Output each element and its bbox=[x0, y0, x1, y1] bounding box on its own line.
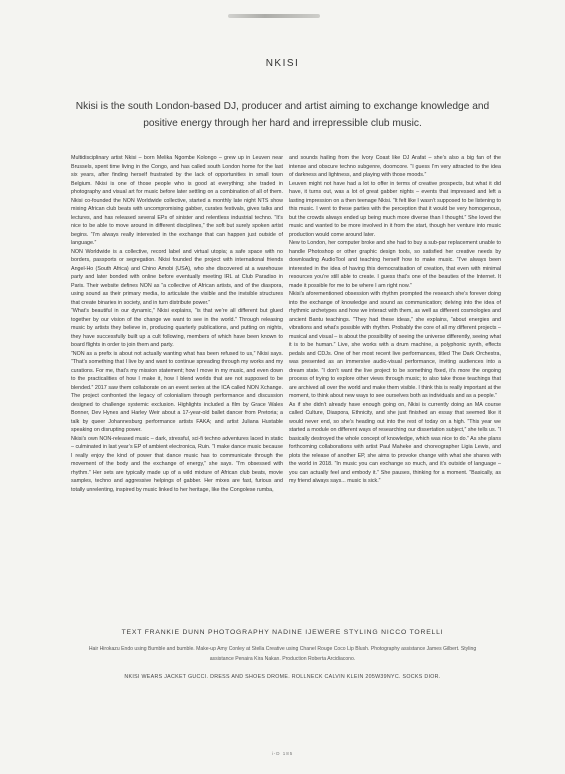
scan-mark bbox=[228, 14, 320, 18]
credits-clothes: NKISI WEARS JACKET GUCCI. DRESS AND SHOES DROME. ROLLNECK CALVIN KLEIN 205W39NYC. SOCKS DIOR. bbox=[124, 674, 441, 680]
intro-standfirst: Nkisi is the south London-based DJ, producer and artist aiming to exchange knowledge and positive energy through her hard and irrepressible club music. bbox=[75, 101, 490, 129]
article-column-right bbox=[289, 154, 501, 486]
paragraph: Nkisi’s own NON-released music – dark, stressful, sci-fi techno adventures laced in static – culminated in last year’s EP of ambient electronica, Ruin. “I make dance music because I really enjoy the kind of power that dance music has to communicate through the movement of the body and the exchange of energy,” she says. “I’m obsessed with rhythm.” Her sets are typically made up of a wild mixture of African club beats, movie samples, techno and aggressive helpings of gabber. Her mixes are fast, furious and totally unrelenting, inspired by music linked to her heritage, like the Congolese rumba, bbox=[71, 435, 283, 493]
paragraph: NON Worldwide is a collective, record label and virtual utopia; a safe space with no borders, passports or segregation. Nkisi founded the project with international friends Angel-Ho (South Africa) and Chino Amobi (USA), who she discovered at a warehouse party and later bonded with online before eventually meeting IRL at Club Paradiso in Paris. Their website defines NON as “a collective of African artists, and of the diaspora, using sound as their primary media, to articulate the visible and the invisible structures that create binaries in society, and in turn distribute power.” bbox=[71, 248, 283, 306]
paragraph: Multidisciplinary artist Nkisi – born Melika Ngombe Kolongo – grew up in Leuven near Brussels, spent time living in the Congo, and has called south London home for the last six years, after finding herself frustrated by the lack of opportunities in small town Belgium. Nkisi is one of those people who is good at everything; she traded in photography and visual art for music before later settling on a combination of all of them. Nkisi co-founded the NON Worldwide collective, started a monthly late night NTS show mixing African club beats with uncompromising gabber, curates festivals, gives talks and lectures, and has released several EPs of sinister and relentless industrial techno. “It’s nice to be able to move around in different disciplines,” the soft but surely spoken artist begins. “I’m always really interested in the exchange that can happen just outside of language.” bbox=[71, 155, 283, 246]
article-column-left bbox=[71, 154, 283, 494]
paragraph: and sounds hailing from the Ivory Coast like DJ Arafat – she’s also a big fan of the intense and obscure techno subgenre, doomcore. “I guess I’m very attracted to the idea of darkness and lightness, and playing with those moods.” bbox=[289, 155, 501, 178]
paragraph: “What’s beautiful in our dynamic,” Nkisi explains, “is that we’re all different but glued together by our vision of the change we want to see in the world.” Through releasing music by artists they believe in, producing quarterly publications, and putting on nights, they have successfully built up a cult following, members of which have been known to board flights in order to join them and party. bbox=[71, 308, 283, 348]
paragraph: Leuven might not have had a lot to offer in terms of creative prospects, but what it did have, it turns out, was a lot of great gabber nights – events that impressed and left a lasting impression on a then teenage Nkisi. “It felt like I wasn’t supposed to be listening to this music. I went to these parties with the perception that it would be very homogenous, but the crowds always ended up being much more diverse than I thought.” She loved the music and wanted to be more involved in it from the start, though her venture into music production would come around later. bbox=[289, 180, 501, 238]
credits-sub: Hair Hirokazu Endo using Bumble and bumble. Make-up Amy Conley at Stella Creative using Chanel Rouge Coco Lip Blush. Photography assistance James Gilbert. Styling assistance Penaira Kira Nakan. Production Roberta Arcidiacono. bbox=[88, 646, 477, 662]
page-title: NKISI bbox=[265, 58, 300, 69]
credits-main: TEXT FRANKIE DUNN PHOTOGRAPHY NADINE IJEWERE STYLING NICCO TORELLI bbox=[121, 629, 444, 636]
paragraph: “NON as a prefix is about not actually wanting what has been refused to us,” Nkisi says. “That’s something that I live by and want to continue spreading through my works and my curations. For me, that’s my mission statement; how I move in my music, and even down to the practicalities of how I make it, how I blend worlds that are not supposed to be blended.” 2017 saw them collaborate on an event series at the ICA called NON Xchange. The project confronted the legacy of colonialism through performance and discussion designed to challenge systemic exclusion. Highlights included a film by Grace Wales Bonner, Dev Hynes and Harley Weir about a 17-year-old ballet dancer from Pretoria; a talk by queer Johannesburg performance artists FAKA; and artist Juliana Huxtable speaking on disrupting power. bbox=[71, 350, 283, 433]
paragraph: New to London, her computer broke and she had to buy a sub-par replacement unable to handle Photoshop or other graphic design tools, so satisfied her creative needs by downloading AudioTool and teaching herself how to make music. “I’ve always been interested in the idea of having this democratisation of creation, that even with minimal resources you’re still able to create. I guess that’s one of the beauties of the Internet. It made it possible for me to be where I am right now.” bbox=[289, 240, 501, 289]
page-folio: i-D 185 bbox=[271, 751, 294, 756]
paragraph: Nkisi’s aforementioned obsession with rhythm prompted the research she’s forever doing into the exchange of knowledge and sound as communication; delving into the idea of rhythmic archetypes and how we interact with them, as well as different cosmologies and ancient Bantu teachings. “They had these ideas,” she explains, “about energies and vibrations and what’s possible with rhythm. Probably the core of all my different projects – musical and visual – is about the possibility of seeing the universe differently, seeing what it is to be human.” Live, she works with a drum machine, a polyphonic synth, effects pedals and CDJs. One of her most recent live performances, titled The Dark Orchestra, was presented as an immersive audio-visual performance, inviting audiences into a dream state. “I don’t want the live project to be something fixed, it’s more the ongoing process of trying to explore other views through music; to also take those teachings that are archived all over the world and make them visible. I think this is really important at the moment, to think about new ways to see ourselves both as individuals and as a people.” bbox=[289, 291, 501, 399]
paragraph: As if she didn’t already have enough going on, Nkisi is currently doing an MA course called Culture, Diaspora, Ethnicity, and she just finished an essay that seemed like it would never end, so she’s heading out into the rest of today on a high. “This year we started a module on different ways of researching our dissertation subject,” she tells us. “I basically destroyed the whole concept of knowledge, which was nice to do.” As she plans forthcoming collaborations with artist Paul Maheke and choreographer Ligia Lewis, and plots the release of another EP, she aims to provoke change with what she shares with the world in 2018. “In music you can exchange so much, and it’s outside of language – you can actually feel and embody it.” She pauses, thinking for a moment. “Basically, as my friend always says... music is sick.” bbox=[289, 401, 501, 484]
